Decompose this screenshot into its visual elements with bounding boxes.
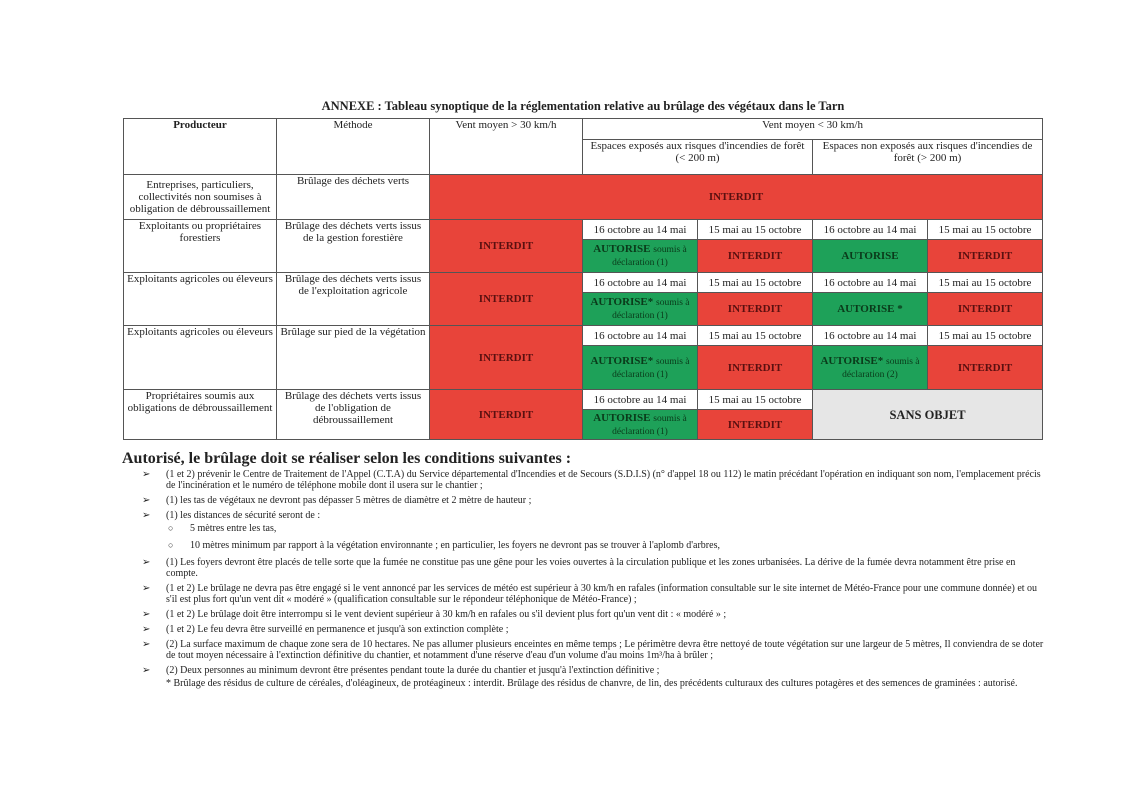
methode-cell: Brûlage des déchets verts (277, 175, 430, 220)
period-cell: 15 mai au 15 octobre (928, 326, 1043, 346)
interdit-cell: INTERDIT (698, 410, 813, 440)
arrow-bullet-icon: ➢ (142, 639, 151, 650)
list-item: ➢ (1) les tas de végétaux ne devront pas dépasser 5 mètres de diamètre et 2 mètre de hauteur ; (142, 495, 532, 506)
autorise-cell: AUTORISE* soumis à déclaration (2) (813, 346, 928, 390)
autorise-cell: AUTORISE* soumis à déclaration (1) (583, 346, 698, 390)
table-row (124, 175, 1043, 220)
header-exposes: Espaces exposés aux risques d'incendies de forêt (< 200 m) (583, 140, 813, 175)
period-cell: 15 mai au 15 octobre (928, 220, 1043, 240)
list-subitem: ○ 10 mètres minimum par rapport à la végétation environnante ; en particulier, les foyers ne devront pas se trouver à l'aplomb d'arbres, (168, 540, 720, 551)
list-item: ➢ (1 et 2) Le feu devra être surveillé en permanence et jusqu'à son extinction complète ; (142, 624, 509, 635)
header-non-exposes: Espaces non exposés aux risques d'incendies de forêt (> 200 m) (813, 140, 1043, 175)
producteur-cell: Exploitants ou propriétaires forestiers (124, 220, 277, 273)
interdit-cell: INTERDIT (430, 220, 583, 273)
autorise-cell: AUTORISE* soumis à déclaration (1) (583, 293, 698, 326)
interdit-cell: INTERDIT (928, 240, 1043, 273)
period-cell: 16 octobre au 14 mai (583, 390, 698, 410)
producteur-cell: Exploitants agricoles ou éleveurs (124, 273, 277, 326)
list-item: ➢ (1 et 2) Le brûlage ne devra pas être engagé si le vent annoncé par les services de météo est supérieur à 30 km/h en rafales (information consultable sur le site internet de Météo-France pour une commune donnée) et ou s'il est plus fort qu'un vent dit « modéré » (qualification consultable sur le répondeur téléphonique de Météo-France) ; (142, 583, 1038, 605)
producteur-cell: Propriétaires soumis aux obligations de débroussaillement (124, 390, 277, 440)
period-cell: 16 octobre au 14 mai (813, 220, 928, 240)
header-vent-sup: Vent moyen > 30 km/h (430, 119, 583, 175)
circle-bullet-icon: ○ (168, 540, 174, 550)
interdit-cell: INTERDIT (928, 293, 1043, 326)
producteur-cell: Exploitants agricoles ou éleveurs (124, 326, 277, 390)
list-subitem: ○ 5 mètres entre les tas, (168, 523, 277, 534)
methode-cell: Brûlage sur pied de la végétation (277, 326, 430, 390)
circle-bullet-icon: ○ (168, 523, 174, 533)
list-item: ➢ (1) les distances de sécurité seront de : (142, 510, 321, 521)
page-title: ANNEXE : Tableau synoptique de la réglementation relative au brûlage des végétaux dans le Tarn (321, 99, 845, 113)
list-item: ➢ (1) Les foyers devront être placés de telle sorte que la fumée ne constitue pas une gêne pour les voies ouvertes à la circulation publique et les zones urbanisées. La dérive de la fumée devra notamment être prise en compte. (142, 557, 1016, 579)
interdit-cell: INTERDIT (698, 346, 813, 390)
table-row (124, 220, 1043, 240)
period-cell: 15 mai au 15 octobre (698, 390, 813, 410)
sans-objet-cell: SANS OBJET (813, 390, 1043, 440)
arrow-bullet-icon: ➢ (142, 609, 151, 620)
interdit-cell: INTERDIT (698, 240, 813, 273)
autorise-cell: AUTORISE * (813, 293, 928, 326)
table-row (124, 273, 1043, 293)
methode-cell: Brûlage des déchets verts issus de la gestion forestière (277, 220, 430, 273)
table-header-row (124, 119, 1043, 140)
arrow-bullet-icon: ➢ (142, 557, 151, 568)
methode-cell: Brûlage des déchets verts issus de l'obligation de débroussaillement (277, 390, 430, 440)
arrow-bullet-icon: ➢ (142, 469, 151, 480)
interdit-cell: INTERDIT (430, 175, 1043, 220)
interdit-cell: INTERDIT (430, 390, 583, 440)
period-cell: 16 octobre au 14 mai (583, 220, 698, 240)
interdit-cell: INTERDIT (430, 273, 583, 326)
period-cell: 15 mai au 15 octobre (698, 220, 813, 240)
header-methode: Méthode (277, 119, 430, 175)
period-cell: 15 mai au 15 octobre (698, 326, 813, 346)
header-producteur: Producteur (124, 119, 277, 175)
footnote: * Brûlage des résidus de culture de céréales, d'oléagineux, de protéagineux : interdit. Brûlage des résidus de chanvre, de lin, des précédents culturaux des cultures potagères et des semences de graminées : autorisé. (166, 678, 1018, 689)
methode-cell: Brûlage des déchets verts issus de l'exploitation agricole (277, 273, 430, 326)
interdit-cell: INTERDIT (928, 346, 1043, 390)
arrow-bullet-icon: ➢ (142, 665, 151, 676)
header-vent-inf: Vent moyen < 30 km/h (583, 119, 1043, 140)
autorise-cell: AUTORISE soumis à déclaration (1) (583, 240, 698, 273)
period-cell: 16 octobre au 14 mai (583, 326, 698, 346)
interdit-cell: INTERDIT (698, 293, 813, 326)
arrow-bullet-icon: ➢ (142, 624, 151, 635)
list-item: ➢ (1 et 2) Le brûlage doit être interrompu si le vent devient supérieur à 30 km/h en rafales ou s'il devient plus fort qu'un vent dit : « modéré » ; (142, 609, 727, 620)
period-cell: 15 mai au 15 octobre (698, 273, 813, 293)
autorise-cell: AUTORISE soumis à déclaration (1) (583, 410, 698, 440)
period-cell: 16 octobre au 14 mai (813, 326, 928, 346)
conditions-list (142, 469, 1047, 689)
autorise-cell: AUTORISE (813, 240, 928, 273)
list-item: ➢ (1 et 2) prévenir le Centre de Traitement de l'Appel (C.T.A) du Service départemental d'Incendies et de Secours (S.D.I.S) (n° d'appel 18 ou 112) le matin précédant l'opération en indiquant son nom, l'emplacement précis de l'incinération et le numéro de téléphone mobile dont il usera sur le chantier ; (142, 469, 1041, 491)
table-row (124, 326, 1043, 346)
regulation-table (123, 118, 1043, 440)
conditions-heading: Autorisé, le brûlage doit se réaliser selon les conditions suivantes : (122, 450, 572, 467)
period-cell: 16 octobre au 14 mai (813, 273, 928, 293)
arrow-bullet-icon: ➢ (142, 583, 151, 594)
arrow-bullet-icon: ➢ (142, 495, 151, 506)
period-cell: 16 octobre au 14 mai (583, 273, 698, 293)
arrow-bullet-icon: ➢ (142, 510, 151, 521)
list-item: ➢ (2) Deux personnes au minimum devront être présentes pendant toute la durée du chantier et jusqu'à l'extinction définitive ; (142, 665, 660, 676)
producteur-cell: Entreprises, particuliers, collectivités non soumises à obligation de débroussaillement (124, 175, 277, 220)
period-cell: 15 mai au 15 octobre (928, 273, 1043, 293)
list-item: ➢ (2) La surface maximum de chaque zone sera de 10 hectares. Ne pas allumer plusieurs enceintes en même temps ; Le périmètre devra être nettoyé de toute végétation sur une largeur de 5 mètres, Il conviendra de se doter de tout moyen nécessaire à l'extinction définitive du chantier, et notamment d'une réserve d'eau d'un volume d'au moins 1m³/ha à brûler ; (142, 639, 1044, 661)
interdit-cell: INTERDIT (430, 326, 583, 390)
table-row (124, 390, 1043, 410)
